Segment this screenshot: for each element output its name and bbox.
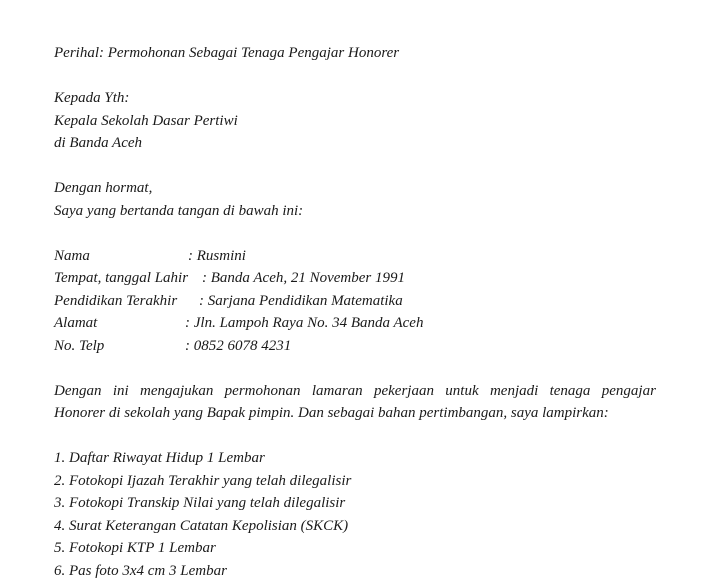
field-label: Tempat, tanggal Lahir xyxy=(54,270,189,286)
body-word: mengajukan xyxy=(140,382,214,399)
field-label: Pendidikan Terakhir xyxy=(54,292,178,309)
spacer xyxy=(54,357,656,380)
field-row-telp xyxy=(54,335,656,358)
attachment-item: 5. Fotokopi KTP 1 Lembar xyxy=(54,540,216,556)
field-label: Nama xyxy=(54,247,90,264)
greeting: Dengan hormat, xyxy=(54,180,153,196)
body-word: pekerjaan xyxy=(373,382,434,399)
field-row-nama xyxy=(54,245,656,268)
field-label: Alamat xyxy=(54,315,98,331)
body-word: tenaga xyxy=(549,382,591,399)
letter-document xyxy=(54,42,656,582)
attachment-item: 2. Fotokopi Ijazah Terakhir yang telah dilegalisir xyxy=(54,472,352,489)
attachment-item: 1. Daftar Riwayat Hidup 1 Lembar xyxy=(54,450,265,466)
field-value: : Rusmini xyxy=(188,247,246,264)
recipient-salutation: Kepada Yth: xyxy=(54,90,130,106)
body-paragraph-text xyxy=(54,380,656,403)
body-paragraph-line-1 xyxy=(54,380,656,403)
body-word: menjadi xyxy=(489,382,539,399)
attachment-item: 3. Fotokopi Transkip Nilai yang telah dilegalisir xyxy=(54,495,346,511)
body-word: Dengan xyxy=(54,382,102,399)
letter-subject: Perihal: Permohonan Sebagai Tenaga Pengajar Honorer xyxy=(54,45,400,61)
spacer xyxy=(54,65,656,88)
body-word: untuk xyxy=(445,382,479,399)
spacer xyxy=(54,222,656,245)
body-word: ini xyxy=(112,382,129,399)
body-word: permohonan xyxy=(224,382,301,399)
field-value: : 0852 6078 4231 xyxy=(185,337,292,354)
field-label: No. Telp xyxy=(54,337,105,354)
spacer xyxy=(54,425,656,448)
body-word: pengajar xyxy=(601,382,656,399)
field-row-pendidikan xyxy=(54,290,656,313)
field-row-alamat xyxy=(54,312,656,335)
body-word: lamaran xyxy=(311,382,363,399)
attachment-item: 6. Pas foto 3x4 cm 3 Lembar xyxy=(54,562,227,579)
intro-text: Saya yang bertanda tangan di bawah ini: xyxy=(54,202,304,219)
field-value: : Jln. Lampoh Raya No. 34 Banda Aceh xyxy=(185,315,424,331)
spacer xyxy=(54,155,656,178)
field-value: : Sarjana Pendidikan Matematika xyxy=(199,292,403,309)
recipient-place: di Banda Aceh xyxy=(54,135,143,151)
body-paragraph-line-2: Honorer di sekolah yang Bapak pimpin. Dan sebagai bahan pertimbangan, saya lampirkan: xyxy=(54,405,609,421)
recipient-name: Kepala Sekolah Dasar Pertiwi xyxy=(54,112,238,129)
field-value: : Banda Aceh, 21 November 1991 xyxy=(202,270,406,286)
attachment-item: 4. Surat Keterangan Catatan Kepolisian (SKCK) xyxy=(54,517,349,534)
field-row-ttl xyxy=(54,267,656,290)
